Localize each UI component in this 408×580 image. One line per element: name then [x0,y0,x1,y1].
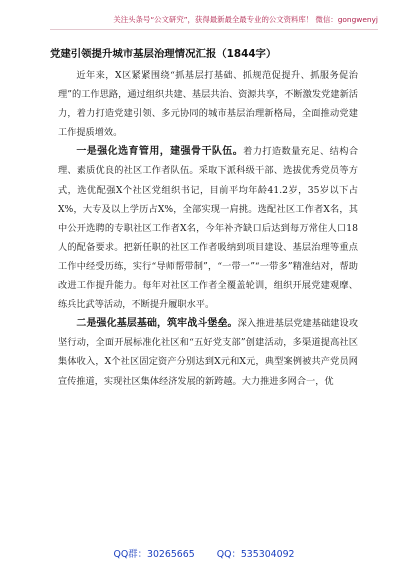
paragraph-text: 深入推进基层党建基础建设攻坚行动，全面开展标准化社区和“五好党支部”创建活动，多渠道提高社区集体收入，X个社区固定资产分别达到X元和X元，典型案例被共产党员网宣传推道，实现社区集体经济发展的新跨越。大力推进多网合一，优 [58,318,359,387]
section-heading: 二是强化基层基础，筑牢战斗堡垒。 [76,318,238,330]
paragraph-section-1 [58,142,358,314]
footer-contact [0,546,408,560]
paragraph-section-2 [58,314,358,390]
paragraph-text: 近年来，X区紧紧围绕“抓基层打基础、抓规范促提升、抓服务促治理”的工作思路，通过组织共建、基层共治、资源共享，不断激发党建新活力，着力打造党建引领、多元协同的城市基层治理新格局，全面推动党建工作提质增效。 [58,70,358,139]
paragraph-intro [58,66,358,142]
paragraph-text: 着力打造数量充足、结构合理、素质优良的社区工作者队伍。采取下派科级干部、选拔优秀党员等方式，选优配强X个社区党组织书记，目前平均年龄41.2岁，35岁以下占X%，大专及以上学历占X%，全部实现一肩挑。选配社区工作者X名，其中公开选聘的专职社区工作者X名，今年补齐缺口后达到每万常住人口18人的配备要求。把新任职的社区工作者吸纳到项目建设、基层治理等重点工作中经受历练，实行“导师帮带制”，“一带一”“一带多”精准结对，帮助改进工作提升能力。每年对社区工作者全覆盖轮训，组织开展党建观摩、练兵比武等活动，不断提升履职水平。 [58,146,359,311]
document-title: 党建引领提升城市基层治理情况汇报（1844字） [50,48,277,60]
footer-qq: QQ：535304092 [216,549,295,560]
section-heading: 一是强化选育管用，建强骨干队伍。 [76,146,244,158]
document-body [58,66,358,391]
header-notice: 关注头条号“公文研究”，获得最新最全最专业的公文资料库！ 微信：gongwenyj [113,15,378,24]
header-divider [50,29,378,30]
footer-qq-group: QQ群：30265665 [113,549,195,560]
